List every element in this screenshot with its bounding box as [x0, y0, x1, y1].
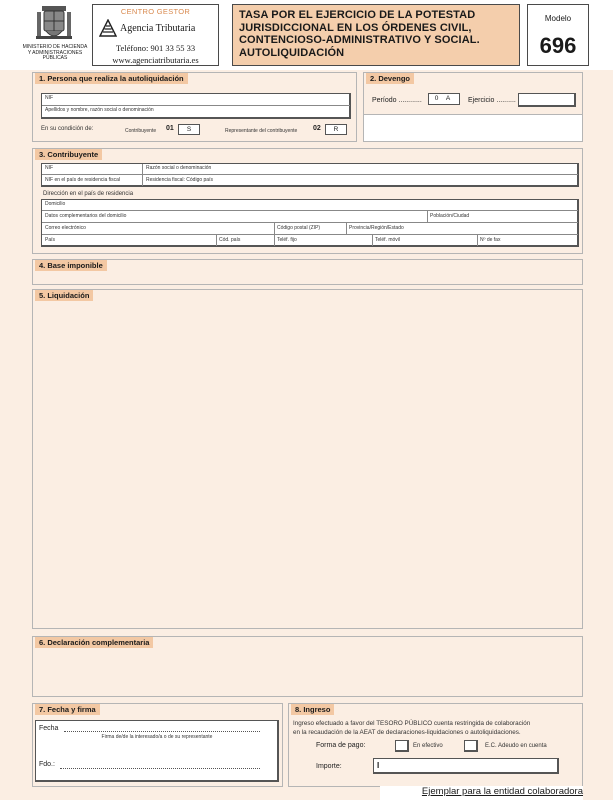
razon-label: Razón social o denominación — [146, 165, 212, 171]
fecha-label: Fecha — [39, 725, 59, 732]
section-1-title: 1. Persona que realiza la autoliquidación — [35, 73, 188, 84]
section-6-complementaria — [32, 636, 583, 697]
condicion-label: En su condición de: — [41, 126, 94, 132]
form-title-box — [232, 4, 520, 66]
ejercicio-input[interactable] — [518, 93, 576, 107]
footer-copy-label: Ejemplar para la entidad colaboradora — [421, 786, 583, 797]
contribuyente-label: Contribuyente — [125, 128, 157, 134]
ec-adeudo-label: E.C. Adeudo en cuenta — [485, 743, 547, 749]
nif-label: NIF — [45, 165, 54, 171]
correo-label: Correo electrónico — [45, 225, 86, 231]
periodo-label: Período ............ — [372, 97, 422, 104]
en-efectivo-checkbox[interactable] — [395, 740, 409, 752]
divider — [42, 210, 578, 211]
periodo-input[interactable]: 0 A — [428, 93, 460, 105]
divider — [42, 222, 578, 223]
section-8-title: 8. Ingreso — [291, 704, 334, 715]
section-2-title: 2. Devengo — [366, 73, 414, 84]
ingreso-text-line-1: Ingreso efectuado a favor del TESORO PÚBLICO cuenta restringida de colaboración — [293, 720, 531, 727]
contribuyente-id-box — [41, 163, 579, 187]
forma-pago-label: Forma de pago: — [316, 742, 366, 749]
contribuyente-code: 01 — [166, 125, 174, 132]
representante-checkbox[interactable]: R — [325, 124, 347, 135]
ministry-name: MINISTERIO DE HACIENDA Y ADMINISTRACIONES PÚBLICAS — [22, 44, 88, 62]
divider — [274, 222, 275, 234]
firma-label: Firma de/de la interesado/a o de su representante — [101, 734, 213, 740]
residencia-codigo-label: Residencia fiscal: Código país — [146, 177, 213, 183]
centro-gestor-box — [92, 4, 219, 66]
agency-website: www.agenciatributaria.es — [112, 55, 199, 65]
tel-fijo-label: Teléf. fijo — [277, 237, 297, 243]
fax-label: Nº de fax — [480, 237, 501, 243]
fdo-label: Fdo.: — [39, 761, 55, 768]
devengo-blank-area — [364, 115, 582, 141]
pais-label: País — [45, 237, 56, 243]
centro-gestor-label: CENTRO GESTOR — [120, 7, 191, 16]
name-label: Apellidos y nombre, razón social o denominación — [45, 107, 154, 113]
divider — [427, 210, 428, 222]
modelo-box — [527, 4, 589, 66]
divider — [42, 174, 578, 175]
section-4-base-imponible — [32, 259, 583, 285]
divider — [42, 234, 578, 235]
section-5-title: 5. Liquidación — [35, 290, 93, 301]
ingreso-text-line-2: en la recaudación de la AEAT de declaraciones-liquidaciones o autoliquidaciones. — [293, 729, 521, 736]
section-3-contribuyente — [32, 148, 583, 254]
agency-logo-icon — [99, 19, 117, 37]
divider — [346, 222, 347, 234]
firma-box — [35, 720, 279, 782]
modelo-label: Modelo — [544, 14, 572, 23]
section-1-declarant — [32, 72, 357, 142]
name-input[interactable] — [42, 106, 350, 118]
divider — [477, 234, 478, 246]
firma-area[interactable] — [42, 741, 272, 763]
coat-of-arms-icon — [36, 4, 72, 44]
datos-domicilio-label: Datos complementarios del domicilio — [45, 213, 127, 219]
section-6-title: 6. Declaración complementaria — [35, 637, 153, 648]
agency-phone: Teléfono: 901 33 55 33 — [115, 43, 196, 53]
representante-code: 02 — [313, 125, 321, 132]
fdo-input[interactable] — [60, 768, 260, 769]
form-title: TASA POR EL EJERCICIO DE LA POTESTAD JURISDICCIONAL EN LOS ÓRDENES CIVIL, CONTENCIOSO-ADMINISTRATIVO Y SOCIAL. AUTOLIQUIDACIÓN — [239, 9, 480, 59]
fecha-input[interactable] — [64, 731, 260, 732]
poblacion-label: Población/Ciudad — [430, 213, 470, 219]
tel-movil-label: Teléf. móvil — [375, 237, 401, 243]
codigo-postal-label: Código postal (ZIP) — [277, 225, 321, 231]
direccion-header: Dirección en el país de residencia — [43, 191, 134, 197]
direccion-box — [41, 199, 579, 247]
ec-adeudo-checkbox[interactable] — [464, 740, 478, 752]
cod-pais-label: Cód. país — [219, 237, 241, 243]
domicilio-label: Domicilio — [45, 201, 66, 207]
modelo-number: 696 — [539, 33, 577, 58]
nif-residencia-label: NIF en el país de residencia fiscal — [45, 177, 121, 183]
section-2-devengo — [363, 72, 583, 142]
representante-label: Representante del contribuyente — [225, 128, 298, 134]
divider — [372, 234, 373, 246]
nif-label: NIF — [45, 95, 54, 101]
section-4-title: 4. Base imponible — [35, 260, 107, 271]
importe-label: Importe: — [316, 763, 342, 770]
section-8-ingreso — [288, 703, 583, 787]
provincia-label: Provincia/Región/Estado — [349, 225, 404, 231]
agency-name: Agencia Tributaria — [120, 23, 196, 34]
en-efectivo-label: En efectivo — [413, 743, 443, 749]
section-7-fecha-firma — [32, 703, 283, 787]
contribuyente-checkbox[interactable]: S — [178, 124, 200, 135]
importe-input[interactable]: I — [373, 758, 559, 774]
declarant-id-box — [41, 93, 351, 119]
section-3-title: 3. Contribuyente — [35, 149, 102, 160]
section-5-liquidacion — [32, 289, 583, 629]
nif-input[interactable] — [82, 94, 232, 105]
divider — [216, 234, 217, 246]
ejercicio-label: Ejercicio .......... — [468, 97, 516, 104]
divider — [142, 164, 143, 186]
section-7-title: 7. Fecha y firma — [35, 704, 100, 715]
divider — [274, 234, 275, 246]
